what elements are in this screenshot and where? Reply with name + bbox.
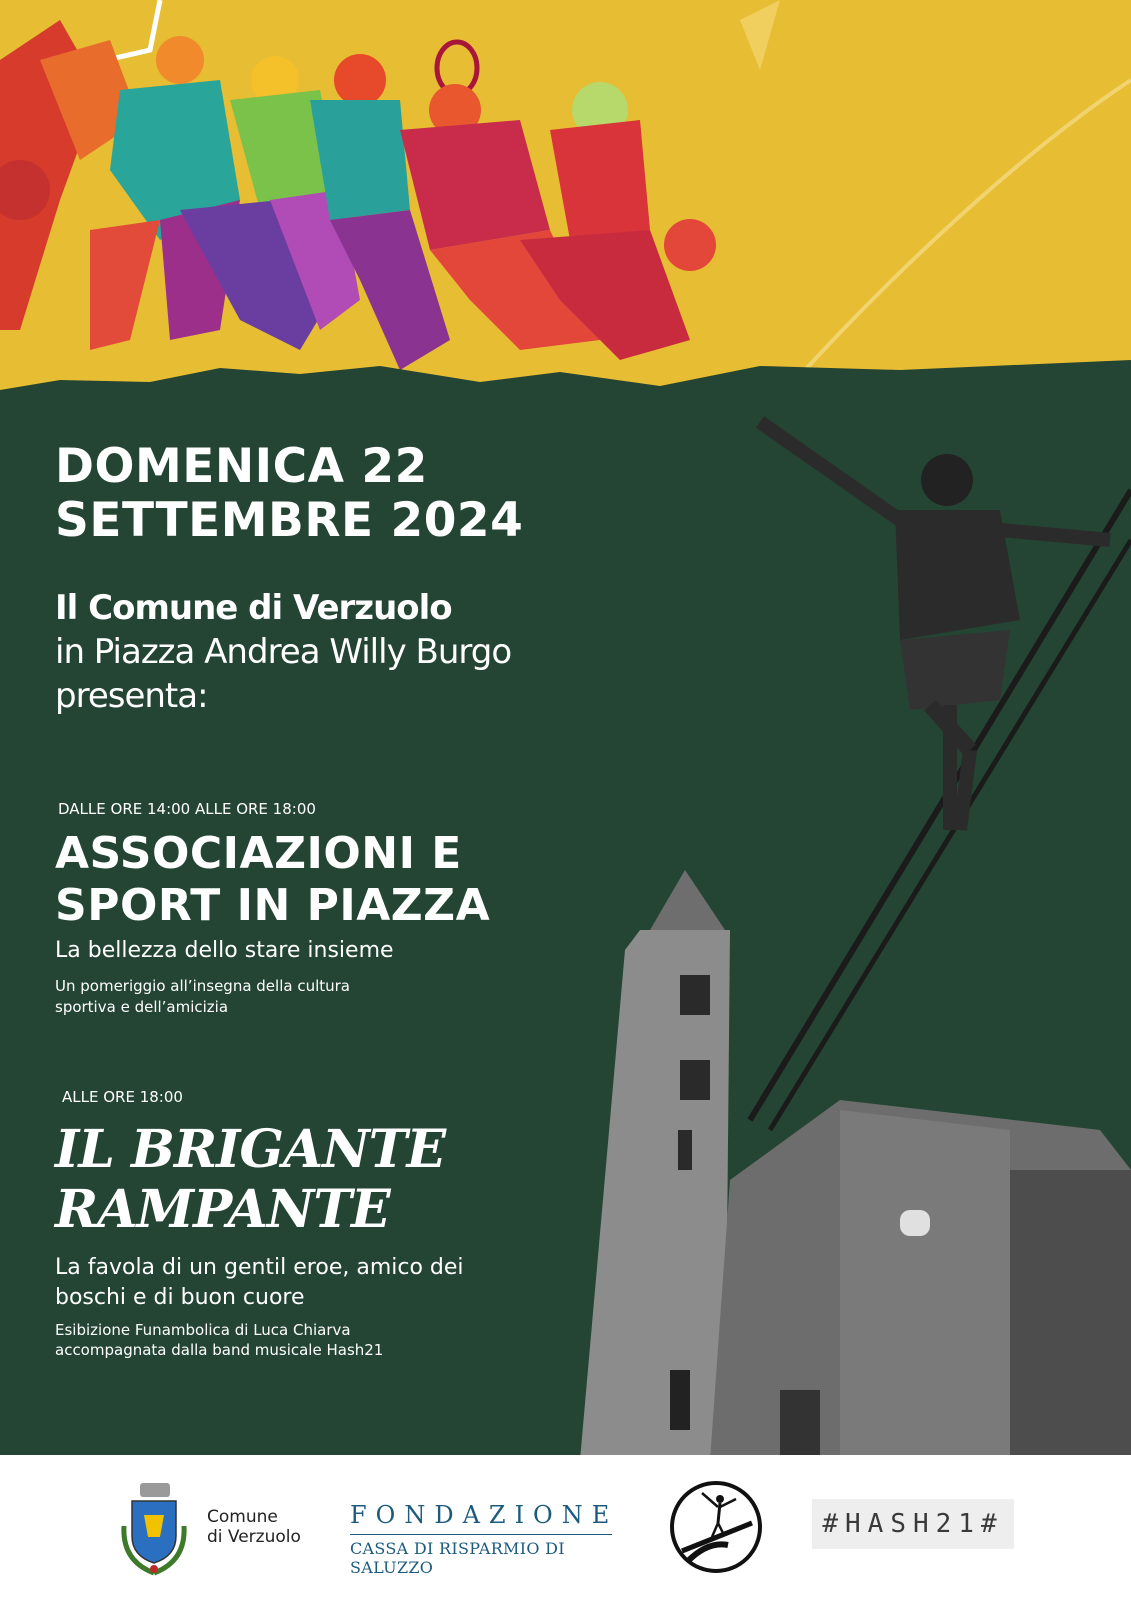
program-2-desc-line-1: Esibizione Funambolica di Luca Chiarva (55, 1321, 351, 1339)
program-2-time: ALLE ORE 18:00 (62, 1088, 183, 1106)
comune-line-2: di Verzuolo (207, 1527, 301, 1547)
fondazione-divider (350, 1534, 612, 1535)
program-1-description (55, 976, 350, 1018)
comune-line-1: Comune (207, 1507, 278, 1527)
sports-illustration (0, 0, 1131, 420)
sponsor-footer (0, 1455, 1131, 1600)
program-2-subtitle-line-2: boschi e di buon cuore (55, 1285, 305, 1310)
presents-line: presenta: (55, 676, 208, 716)
program-1-subtitle: La bellezza dello stare insieme (55, 938, 394, 963)
program-2-subtitle (55, 1253, 464, 1313)
program-2-desc-line-2: accompagnata dalla band musicale Hash21 (55, 1341, 384, 1359)
program-1-desc-line-1: Un pomeriggio all’insegna della cultura (55, 977, 350, 995)
hash21-logo (812, 1499, 1014, 1549)
date-line-1: DOMENICA 22 (55, 439, 428, 494)
program-1-title-line-2: SPORT IN PIAZZA (55, 880, 491, 931)
program-2-title-line-1: IL BRIGANTE (55, 1119, 446, 1180)
program-1-time: DALLE ORE 14:00 ALLE ORE 18:00 (58, 800, 316, 818)
organizer: Il Comune di Verzuolo (55, 588, 452, 628)
athletes-graphic (0, 0, 1131, 420)
fondazione-title: FONDAZIONE (350, 1501, 619, 1529)
program-1-title-line-1: ASSOCIAZIONI E (55, 828, 462, 879)
event-location (55, 630, 511, 718)
slackline-walker-icon (668, 1479, 764, 1575)
hash21-logo-text: #HASH21# (822, 1509, 1004, 1539)
fondazione-subtitle: CASSA DI RISPARMIO DI SALUZZO (350, 1539, 565, 1577)
program-1-desc-line-2: sportiva e dell’amicizia (55, 998, 229, 1016)
program-2-title (55, 1120, 445, 1240)
program-1-title (55, 828, 490, 932)
tightrope-photo (580, 410, 1131, 1460)
location-line: in Piazza Andrea Willy Burgo (55, 632, 512, 672)
event-date (55, 440, 523, 548)
program-2-description (55, 1320, 383, 1360)
coat-of-arms-icon (118, 1481, 190, 1576)
date-line-2: SETTEMBRE 2024 (55, 493, 524, 548)
program-2-subtitle-line-1: La favola di un gentil eroe, amico dei (55, 1255, 464, 1280)
comune-logo-text (207, 1507, 301, 1547)
program-2-title-line-2: RAMPANTE (55, 1179, 390, 1240)
